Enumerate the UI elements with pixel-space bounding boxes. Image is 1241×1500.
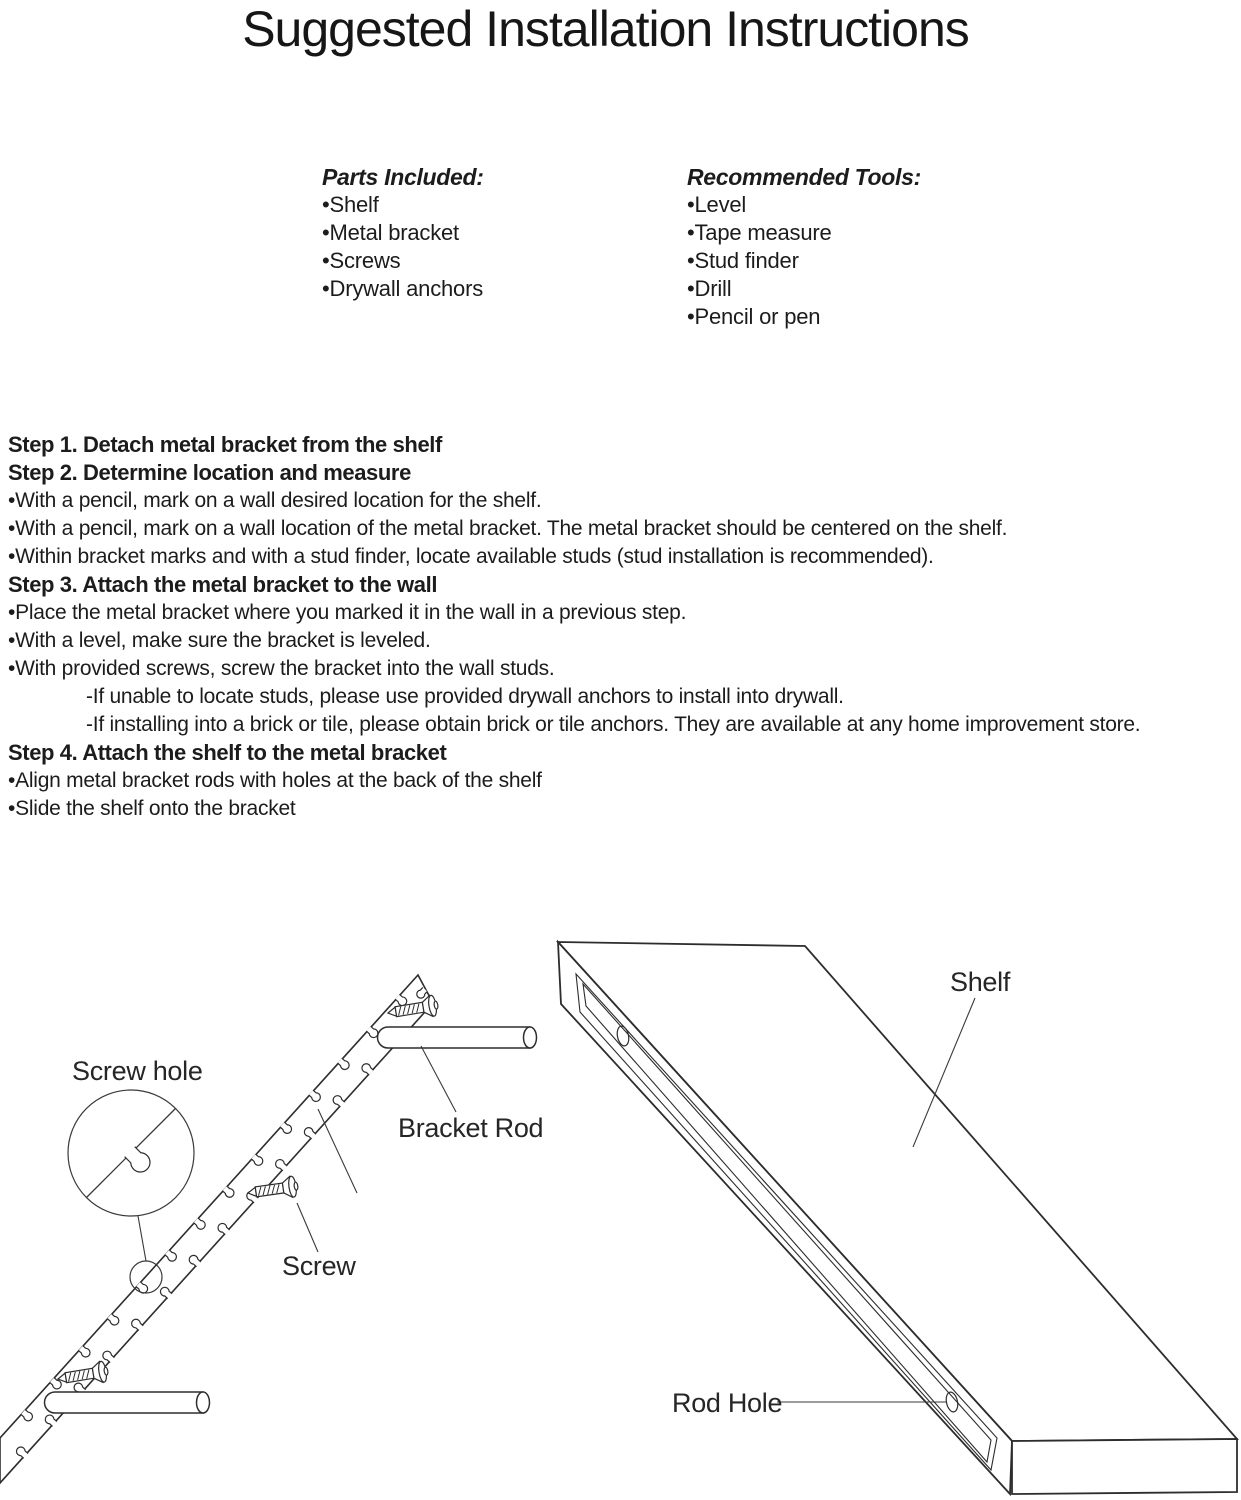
step-line: Step 1. Detach metal bracket from the shelf bbox=[8, 432, 442, 457]
bracket-rod-top bbox=[378, 1027, 531, 1048]
shelf-label: Shelf bbox=[950, 967, 1011, 997]
bracket-rod-label: Bracket Rod bbox=[398, 1113, 544, 1143]
step-line: Step 2. Determine location and measure bbox=[8, 460, 411, 485]
list-item: •Tape measure bbox=[687, 220, 832, 245]
diagram-svg bbox=[0, 900, 1241, 1500]
page-title: Suggested Installation Instructions bbox=[242, 1, 969, 57]
screw-hole-label: Screw hole bbox=[72, 1056, 203, 1086]
rod-hole-label: Rod Hole bbox=[672, 1388, 783, 1418]
step-line: -If unable to locate studs, please use provided drywall anchors to install into drywall. bbox=[86, 685, 844, 708]
step-line: Step 4. Attach the shelf to the metal bracket bbox=[8, 740, 447, 765]
bracket-rod-bottom-endcap bbox=[197, 1392, 210, 1413]
installation-diagram bbox=[0, 900, 1241, 1500]
shelf-end-face bbox=[1012, 1439, 1237, 1494]
bracket-rod-leader-line bbox=[421, 1046, 456, 1112]
keyhole-notch-icon bbox=[123, 1145, 154, 1176]
tools-heading: Recommended Tools: bbox=[687, 164, 922, 190]
list-item: •Drill bbox=[687, 276, 732, 301]
parts-heading: Parts Included: bbox=[322, 164, 484, 190]
step-line: •With a pencil, mark on a wall desired location for the shelf. bbox=[8, 489, 542, 512]
screw-head-nub bbox=[294, 1182, 299, 1190]
screw-label: Screw bbox=[282, 1251, 356, 1281]
step-line: •Slide the shelf onto the bracket bbox=[8, 797, 296, 820]
step-line: •Align metal bracket rods with holes at the back of the shelf bbox=[8, 769, 542, 792]
step-line: •With provided screws, screw the bracket into the wall studs. bbox=[8, 657, 555, 680]
list-item: •Screws bbox=[322, 248, 401, 273]
shelf-drawing bbox=[558, 942, 1237, 1494]
bracket-rod-top-endcap bbox=[524, 1027, 537, 1048]
recommended-tools-list bbox=[687, 163, 1007, 331]
magnifier-leader-line bbox=[138, 1216, 146, 1261]
bracket-rod-bottom bbox=[45, 1392, 204, 1413]
list-item: •Stud finder bbox=[687, 248, 799, 273]
list-item: •Drywall anchors bbox=[322, 276, 483, 301]
list-item: •Pencil or pen bbox=[687, 304, 821, 329]
step-line: •With a pencil, mark on a wall location of the metal bracket. The metal bracket should be centered on the shelf. bbox=[8, 517, 1008, 540]
list-item: •Metal bracket bbox=[322, 220, 459, 245]
installation-steps bbox=[8, 431, 1241, 823]
list-item: •Shelf bbox=[322, 192, 379, 217]
step-line: -If installing into a brick or tile, please obtain brick or tile anchors. They are available at any home improvement store. bbox=[86, 713, 1141, 736]
list-item: •Level bbox=[687, 192, 747, 217]
step-line: •Place the metal bracket where you marked it in the wall in a previous step. bbox=[8, 601, 687, 624]
magnified-keyhole-notch bbox=[123, 1145, 154, 1176]
bracket-leader-line bbox=[318, 1109, 357, 1193]
step-line: •Within bracket marks and with a stud finder, locate available studs (stud installation is recommended). bbox=[8, 545, 934, 568]
parts-included-list bbox=[322, 163, 642, 303]
step-line: Step 3. Attach the metal bracket to the wall bbox=[8, 572, 438, 597]
screw-leader-line bbox=[297, 1203, 318, 1252]
step-line: •With a level, make sure the bracket is leveled. bbox=[8, 629, 431, 652]
